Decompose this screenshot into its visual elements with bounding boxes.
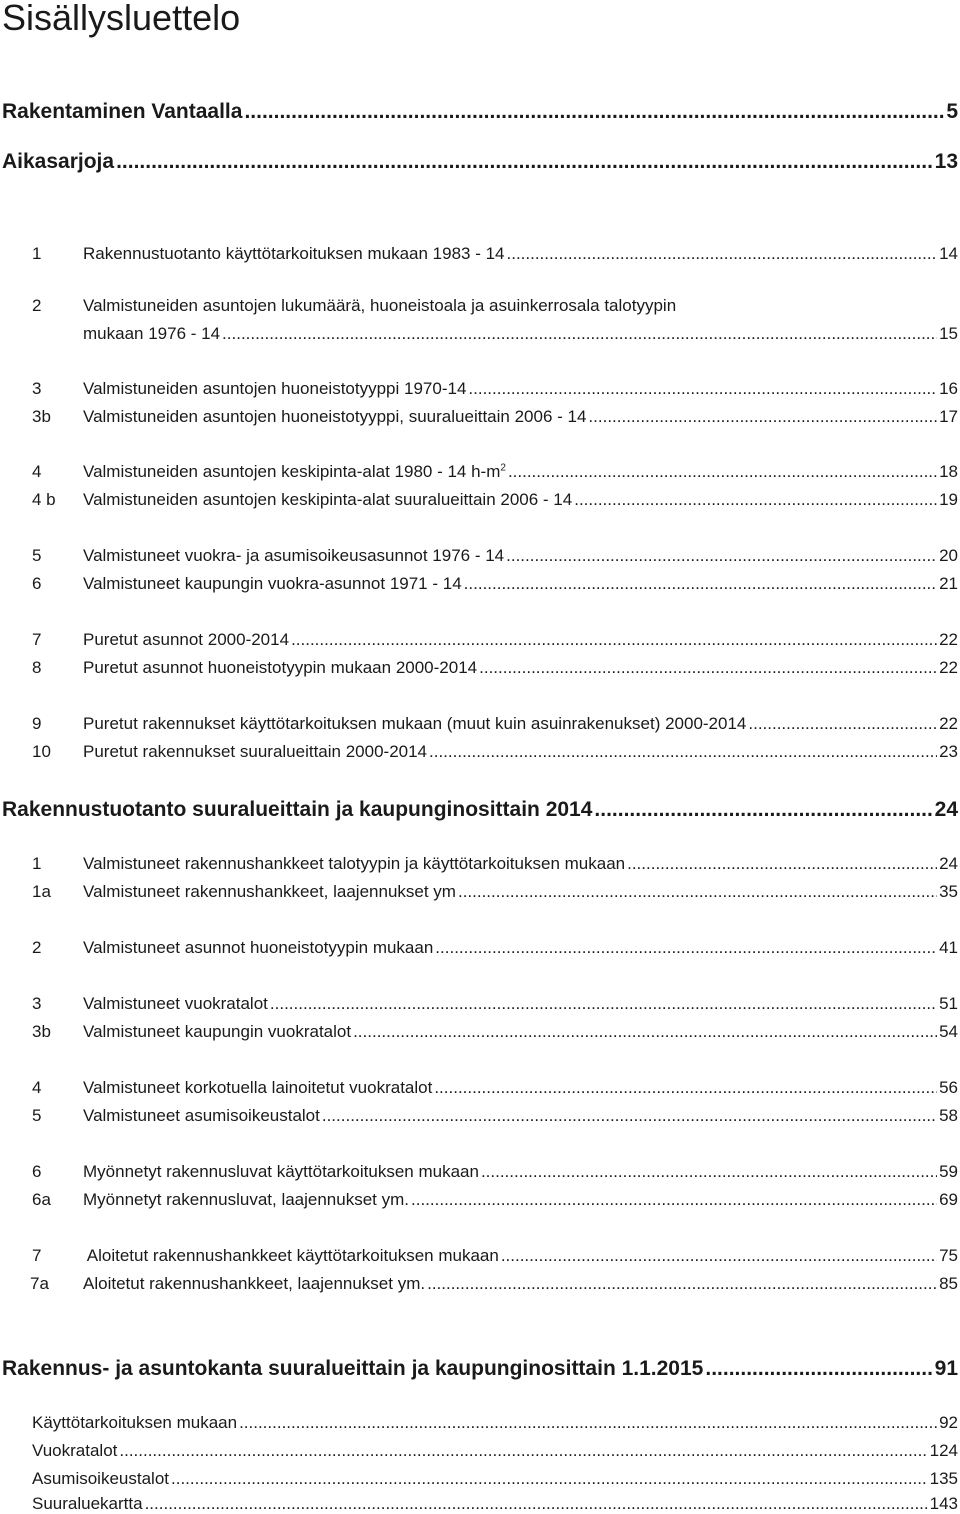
toc-page-number: 22 <box>939 714 958 733</box>
toc-leader-dots <box>458 879 937 905</box>
toc-page-number: 22 <box>939 630 958 649</box>
toc-entry-number: 5 <box>32 1106 42 1125</box>
toc-page-number: 75 <box>939 1246 958 1265</box>
superscript: 2 <box>500 462 506 474</box>
toc-leader-dots <box>429 739 937 765</box>
toc-leader-dots <box>507 241 938 267</box>
toc-page-number: 19 <box>939 490 958 509</box>
toc-page-number: 85 <box>939 1274 958 1293</box>
toc-leader-dots <box>508 459 937 485</box>
toc-entry-number: 6a <box>32 1190 51 1209</box>
toc-leader-dots <box>434 1075 937 1101</box>
toc-entry-label: Rakennustuotanto käyttötarkoituksen mukaan 1983 - 14 <box>83 244 505 263</box>
toc-entry-label: Myönnetyt rakennusluvat käyttötarkoituksen mukaan <box>83 1162 479 1181</box>
toc-page-number: 17 <box>939 407 958 426</box>
toc-entry-number: 2 <box>32 938 42 957</box>
toc-page-number: 58 <box>939 1106 958 1125</box>
toc-leader-dots <box>411 1187 937 1213</box>
toc-leader-dots <box>435 935 937 961</box>
toc-leader-dots <box>468 376 937 402</box>
toc-entry-label: Aloitetut rakennushankkeet, laajennukset ym. <box>83 1274 426 1293</box>
toc-entry-number: 7 <box>32 1246 42 1265</box>
toc-entry-label: Asumisoikeustalot <box>32 1469 170 1488</box>
toc-entry-label: Valmistuneet kaupungin vuokra-asunnot 1971 - 14 <box>83 574 462 593</box>
toc-leader-dots <box>291 627 937 653</box>
toc-section-label: Rakentaminen Vantaalla <box>2 100 243 123</box>
toc-leader-dots <box>116 146 933 178</box>
toc-page-number: 15 <box>939 324 958 343</box>
toc-entry[interactable] <box>0 739 958 765</box>
toc-entry-label-text: Valmistuneiden asuntojen keskipinta-alat 1980 - 14 h-m <box>83 462 501 481</box>
toc-entry-number: 2 <box>32 296 42 315</box>
toc-page-number: 91 <box>934 1357 958 1380</box>
toc-entry[interactable] <box>0 879 958 905</box>
toc-entry[interactable] <box>0 376 958 402</box>
toc-entry[interactable] <box>0 1187 958 1213</box>
page-title: Sisällysluettelo <box>2 0 241 38</box>
toc-section-rakennustuotanto[interactable] <box>0 794 960 826</box>
toc-entry-number: 3b <box>32 407 51 426</box>
toc-entry[interactable] <box>0 459 958 485</box>
toc-entry-number: 1 <box>32 244 42 263</box>
toc-entry-label <box>83 459 506 485</box>
toc-entry[interactable] <box>0 404 958 430</box>
toc-leader-dots <box>464 571 937 597</box>
toc-entry-number: 6 <box>32 574 42 593</box>
toc-entry-label: Valmistuneet rakennushankkeet talotyypin ja käyttötarkoituksen mukaan <box>83 854 626 873</box>
toc-section-label: Rakennus- ja asuntokanta suuralueittain ja kaupunginosittain 1.1.2015 <box>2 1357 704 1380</box>
toc-leader-dots <box>145 1494 928 1514</box>
toc-leader-dots <box>506 543 937 569</box>
toc-leader-dots <box>748 711 937 737</box>
toc-entry[interactable] <box>0 1494 958 1514</box>
toc-page-number: 143 <box>929 1494 958 1513</box>
toc-entry-number: 9 <box>32 714 42 733</box>
toc-entry[interactable] <box>0 241 958 267</box>
toc-entry-number: 4 <box>32 1078 42 1097</box>
toc-entry-label: Suuraluekartta <box>32 1494 143 1513</box>
toc-entry-number: 1a <box>32 882 51 901</box>
toc-entry[interactable] <box>0 543 958 569</box>
toc-leader-dots <box>244 96 944 128</box>
toc-page-number: 21 <box>939 574 958 593</box>
toc-leader-dots <box>594 794 932 826</box>
toc-leader-dots <box>239 1410 937 1436</box>
toc-entry-number: 5 <box>32 546 42 565</box>
toc-entry-label: Valmistuneet rakennushankkeet, laajennukset ym <box>83 882 456 901</box>
toc-entry-number: 8 <box>32 658 42 677</box>
toc-page-number: 56 <box>939 1078 958 1097</box>
toc-entry[interactable] <box>0 851 958 877</box>
toc-page-number: 54 <box>939 1022 958 1041</box>
toc-entry-label: Valmistuneet vuokra- ja asumisoikeusasunnot 1976 - 14 <box>83 546 505 565</box>
toc-page-number: 69 <box>939 1190 958 1209</box>
toc-entry-label: Puretut asunnot 2000-2014 <box>83 630 290 649</box>
toc-leader-dots <box>171 1466 928 1492</box>
toc-entry-number: 7a <box>30 1274 49 1293</box>
toc-entry-label: Vuokratalot <box>32 1441 118 1460</box>
toc-page-number: 92 <box>939 1413 958 1432</box>
toc-entry-number: 4 <box>32 462 42 481</box>
toc-entry-label: Puretut asunnot huoneistotyypin mukaan 2000-2014 <box>83 658 478 677</box>
toc-entry-number: 4 b <box>32 490 56 509</box>
toc-entry[interactable] <box>0 321 958 347</box>
toc-entry-label: Valmistuneet asunnot huoneistotyypin mukaan <box>83 938 434 957</box>
toc-entry-number: 7 <box>32 630 42 649</box>
toc-leader-dots <box>427 1271 937 1297</box>
toc-entry-number: 6 <box>32 1162 42 1181</box>
toc-page-number: 124 <box>929 1441 958 1460</box>
toc-entry-label: Valmistuneet kaupungin vuokratalot <box>83 1022 352 1041</box>
toc-leader-dots <box>501 1243 937 1269</box>
toc-entry[interactable] <box>0 1466 958 1492</box>
toc-entry-label: Käyttötarkoituksen mukaan <box>32 1413 238 1432</box>
toc-entry-label: Valmistuneiden asuntojen lukumäärä, huoneistoala ja asuinkerrosala talotyypin <box>83 296 677 315</box>
toc-entry-label: Aloitetut rakennushankkeet käyttötarkoituksen mukaan <box>83 1246 499 1265</box>
toc-page-number: 14 <box>939 244 958 263</box>
toc-page-number: 20 <box>939 546 958 565</box>
toc-entry[interactable] <box>0 1438 958 1464</box>
toc-page-number: 13 <box>934 150 958 173</box>
toc-entry-number: 10 <box>32 742 51 761</box>
toc-entry[interactable] <box>0 1243 958 1269</box>
toc-page-number: 135 <box>929 1469 958 1488</box>
toc-entry[interactable] <box>0 711 958 737</box>
toc-leader-dots <box>353 1019 937 1045</box>
toc-entry[interactable] <box>0 1410 958 1436</box>
toc-entry[interactable] <box>0 1159 958 1185</box>
toc-entry[interactable] <box>0 1271 958 1297</box>
toc-entry[interactable] <box>0 1019 958 1045</box>
toc-entry-number: 3b <box>32 1022 51 1041</box>
toc-page-number: 51 <box>939 994 958 1013</box>
toc-leader-dots <box>705 1353 932 1385</box>
toc-entry-label: Valmistuneet korkotuella lainoitetut vuokratalot <box>83 1078 433 1097</box>
toc-entry-number: 3 <box>32 379 42 398</box>
toc-section-label: Rakennustuotanto suuralueittain ja kaupunginosittain 2014 <box>2 798 593 821</box>
toc-entry[interactable] <box>0 991 958 1017</box>
toc-leader-dots <box>222 321 937 347</box>
toc-leader-dots <box>627 851 937 877</box>
toc-entry[interactable] <box>0 571 958 597</box>
toc-leader-dots <box>481 1159 937 1185</box>
toc-entry[interactable] <box>0 487 958 513</box>
toc-page-number: 24 <box>939 854 958 873</box>
toc-entry[interactable] <box>0 1103 958 1129</box>
toc-entry-label: Puretut rakennukset käyttötarkoituksen mukaan (muut kuin asuinrakenukset) 2000-2014 <box>83 714 747 733</box>
toc-page-number: 16 <box>939 379 958 398</box>
toc-leader-dots <box>588 404 937 430</box>
toc-entry[interactable] <box>0 1075 958 1101</box>
toc-entry-label: Puretut rakennukset suuralueittain 2000-2014 <box>83 742 428 761</box>
toc-entry-label: Valmistuneiden asuntojen keskipinta-alat suuralueittain 2006 - 14 <box>83 490 573 509</box>
toc-leader-dots <box>479 655 937 681</box>
toc-page-number: 18 <box>939 462 958 481</box>
toc-page-number: 59 <box>939 1162 958 1181</box>
toc-entry[interactable] <box>0 655 958 681</box>
toc-leader-dots <box>119 1438 927 1464</box>
toc-page-number: 35 <box>939 882 958 901</box>
toc-entry-label: Valmistuneiden asuntojen huoneistotyyppi 1970-14 <box>83 379 467 398</box>
toc-section-rakennuskanta[interactable] <box>0 1353 960 1385</box>
toc-entry-label: Valmistuneet vuokratalot <box>83 994 268 1013</box>
toc-page-number: 5 <box>946 100 958 123</box>
toc-leader-dots <box>574 487 937 513</box>
toc-entry-label: Myönnetyt rakennusluvat, laajennukset ym. <box>83 1190 410 1209</box>
toc-section-rakentaminen[interactable] <box>0 96 960 128</box>
toc-section-aikasarjoja[interactable] <box>0 146 960 178</box>
toc-entry[interactable] <box>0 627 958 653</box>
toc-page-number: 41 <box>939 938 958 957</box>
toc-entry-number: 1 <box>32 854 42 873</box>
toc-entry-label: Valmistuneet asumisoikeustalot <box>83 1106 320 1125</box>
toc-leader-dots <box>322 1103 937 1129</box>
toc-page-number: 23 <box>939 742 958 761</box>
toc-page-number: 24 <box>934 798 958 821</box>
toc-entry-number: 3 <box>32 994 42 1013</box>
toc-page-number: 22 <box>939 658 958 677</box>
toc-entry-label: Valmistuneiden asuntojen huoneistotyyppi, suuralueittain 2006 - 14 <box>83 407 587 426</box>
toc-section-label: Aikasarjoja <box>2 150 115 173</box>
toc-leader-dots <box>270 991 937 1017</box>
toc-entry-label-line1[interactable] <box>0 293 958 319</box>
toc-entry-label-line2: mukaan 1976 - 14 <box>83 324 221 343</box>
toc-entry[interactable] <box>0 935 958 961</box>
